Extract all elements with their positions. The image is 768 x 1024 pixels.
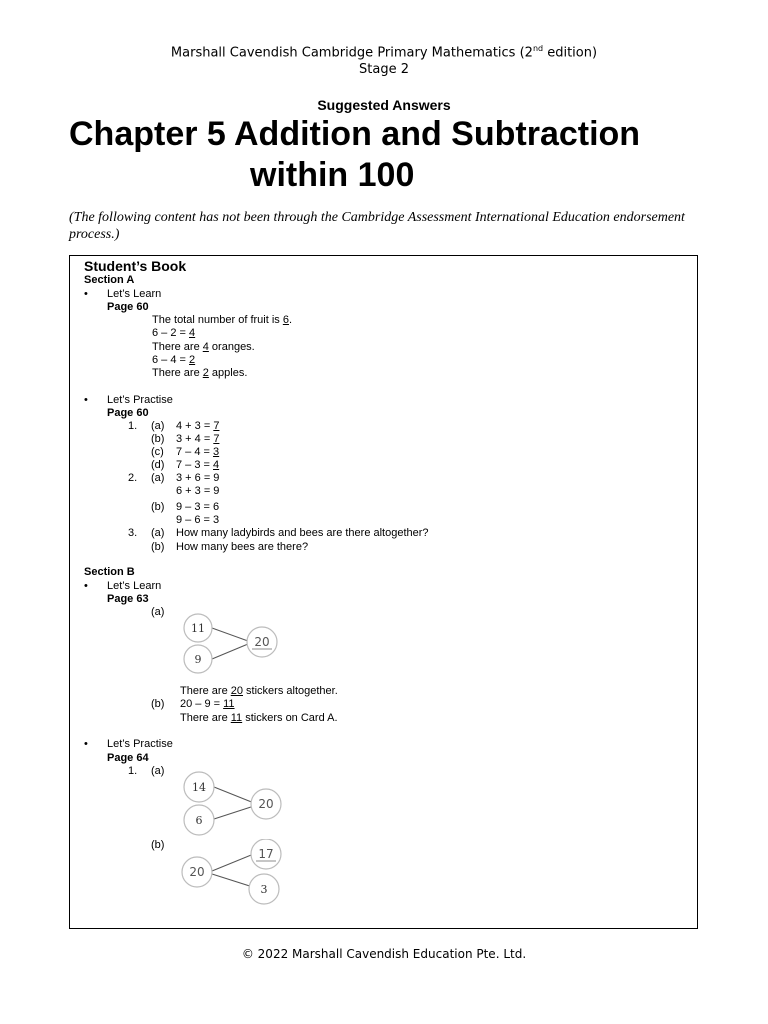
answer-line: 6 – 2 = 4: [152, 327, 196, 339]
question-number: 1.: [128, 420, 138, 432]
part-label: (a): [151, 527, 165, 539]
part-label: (b): [151, 839, 165, 851]
answer-line: The total number of fruit is 6.: [152, 314, 293, 326]
section-a-label: Section A: [84, 274, 135, 286]
number-bond-diagram: [176, 769, 296, 839]
chapter-title-line2: within 100: [250, 156, 415, 194]
bullet-icon: •: [84, 288, 88, 300]
bond-part-value: 11: [191, 622, 205, 635]
answer-line: How many bees are there?: [176, 541, 309, 553]
answer-line: 6 + 3 = 9: [176, 485, 220, 497]
answer-line: There are 20 stickers altogether.: [180, 685, 338, 697]
answer-line: There are 4 oranges.: [152, 341, 255, 353]
part-label: (c): [151, 446, 164, 458]
answer-line: How many ladybirds and bees are there altogether?: [176, 527, 429, 539]
answer-line: 9 – 6 = 3: [176, 514, 220, 526]
part-label: (a): [151, 606, 165, 618]
page-60-learn: Page 60: [107, 301, 149, 313]
series-title: Marshall Cavendish Cambridge Primary Mathematics (2: [170, 45, 533, 61]
bond-line: [214, 806, 254, 819]
answer-line: There are 11 stickers on Card A.: [180, 712, 338, 724]
lets-practise-a: Let’s Practise: [107, 394, 173, 406]
bullet-icon: •: [84, 394, 88, 406]
bond-part-value: 9: [194, 653, 202, 666]
part-label: (a): [151, 472, 165, 484]
bond-part-value: 6: [195, 814, 203, 827]
bond-line: [212, 628, 248, 641]
chapter-title-line1: Chapter 5 Addition and Subtraction: [69, 115, 641, 153]
bullet-icon: •: [84, 580, 88, 592]
answer-line: 7 – 4 = 3: [176, 446, 220, 458]
students-book-heading: Student’s Book: [84, 258, 187, 274]
bond-part-value: 14: [192, 781, 206, 794]
number-bond-diagram: [178, 611, 288, 675]
part-label: (b): [151, 501, 165, 513]
answer-line: 3 + 4 = 7: [176, 433, 220, 445]
bond-part-value: 3: [260, 883, 268, 896]
answer-line: 7 – 3 = 4: [176, 459, 220, 471]
suggested-answers-label: Suggested Answers: [317, 97, 451, 113]
bond-part-value: 17: [258, 847, 274, 861]
answer-line: 3 + 6 = 9: [176, 472, 220, 484]
answer-line: 4 + 3 = 7: [176, 420, 220, 432]
bond-whole-value: 20: [258, 797, 274, 811]
series-title-end: edition): [543, 45, 598, 61]
part-label: (a): [151, 420, 165, 432]
lets-learn-a: Let’s Learn: [107, 288, 162, 300]
edition-superscript: nd: [532, 44, 544, 53]
bond-line: [212, 853, 256, 871]
page-60-practise: Page 60: [107, 407, 149, 419]
question-number: 1.: [128, 765, 138, 777]
page-63: Page 63: [107, 593, 149, 605]
answers-box: [69, 255, 698, 929]
bond-line: [212, 644, 248, 659]
bond-whole-value: 20: [254, 635, 270, 649]
endorsement-note: (The following content has not been through the Cambridge Assessment International Education endorsement process.): [69, 210, 685, 242]
part-label: (b): [151, 541, 165, 553]
answer-line: 9 – 3 = 6: [176, 501, 220, 513]
section-b-label: Section B: [84, 566, 135, 578]
part-label: (d): [151, 459, 165, 471]
stage-label: Stage 2: [359, 62, 409, 77]
question-number: 2.: [128, 472, 138, 484]
answer-line: There are 2 apples.: [152, 367, 248, 379]
series-header: [0, 44, 768, 60]
copyright-footer: © 2022 Marshall Cavendish Education Pte. Ltd.: [241, 947, 527, 961]
part-label: (b): [151, 433, 165, 445]
lets-practise-b: Let’s Practise: [107, 738, 173, 750]
part-label: (a): [151, 765, 165, 777]
bond-whole-value: 20: [189, 865, 205, 879]
part-label: (b): [151, 698, 165, 710]
bond-line: [214, 787, 254, 803]
bullet-icon: •: [84, 738, 88, 750]
question-number: 3.: [128, 527, 138, 539]
lets-learn-b: Let’s Learn: [107, 580, 162, 592]
number-bond-diagram: [176, 839, 296, 907]
page-64: Page 64: [107, 752, 149, 764]
answer-line: 20 – 9 = 11: [180, 698, 235, 710]
answer-line: 6 – 4 = 2: [152, 354, 196, 366]
